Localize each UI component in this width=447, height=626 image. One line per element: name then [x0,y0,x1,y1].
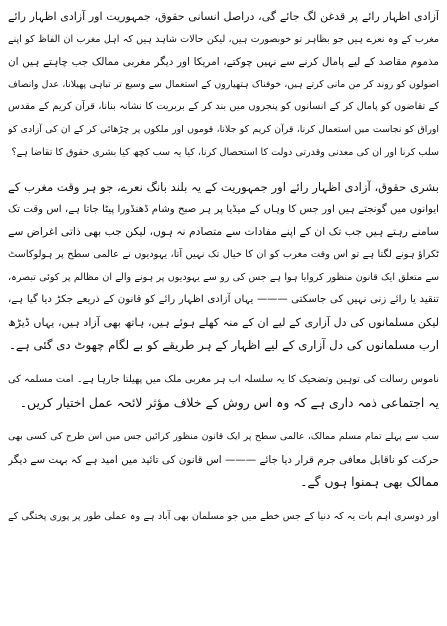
paragraph-1 [8,6,439,164]
text-line: آزادی اظہار رائے پر قدغن لگ جائے گی، دراصل انسانی حقوق، جمہوریت اور آزادی اظہار رائے [8,10,439,23]
text-line: مغرب کے وہ نعرے ہیں جو بظاہر تو خوبصورت ہیں، لیکن حالات شاہد ہیں کہ اہل مغرب ان الفاظ کو اپنے [8,33,439,45]
text-line: حرکت کو ناقابل معافی جرم قرار دیا جائے ——— اس قانون کی تائید میں امید ہے کہ بہت سے دیگر [8,453,439,466]
text-line: اوراق کو نجاست میں استعمال کرنا، قرآن کریم کو جلانا، قوموں اور ملکوں پر چڑھائی کر کے ان کی آزادی کو [8,123,439,135]
text-line: سب سے پہلے تمام مسلم ممالک، عالمی سطح پر ایک قانون منظور کرائیں جس میں اس طرح کی کسی بھی [8,431,439,443]
text-line: بشری حقوق، آزادی اظہار رائے اور جمہوریت کے یہ بلند بانگ نعرے، جو ہر وقت مغرب کے [8,180,439,195]
text-line: سامنے رہتے ہیں جب تک ان کے اپنے مفادات سے متصادم نہ ہوں، لیکن جب بھی ذاتی اغراض سے [8,225,439,239]
text-line: سلب کرنا اور ان کی معدنی وقدرتی دولت کا استحصال کرنا، کیا یہ سب کچھ کیا بشری حقوق کا تقاضا ہے؟ [11,146,439,158]
paragraph-4 [8,426,439,494]
text-line: تنقید یا رائے زنی نہیں کی جاسکتی ——— یہاں آزادی اظہار رائے کو قانون کے ذریعے جکڑ دیا گیا ہے، [8,294,439,306]
text-line: ناموس رسالت کی توہین وتضحیک کا یہ سلسلہ اب ہر مغربی ملک میں پھیلتا جارہا ہے۔ امت مسلمہ کی [8,373,439,385]
text-line: ٹکراؤ ہونے لگتا ہے تو اس وقت مغرب کو ان کا خیال تک نہیں آتا، یہودیوں نے عالمی سطح پر ہولوکاسٹ [8,248,439,260]
text-line: ارب مسلمانوں کی دل آزاری کے لیے اظہار کے ہر طریقے کو بے لگام چھوٹ دی گئی ہے۔ [8,338,439,353]
text-line: ممالک بھی ہمنوا ہوں گے۔ [300,474,439,490]
text-line: ایوانوں میں گونجتے ہیں اور جس کا وہاں کے میڈیا پر ہر صبح وشام ڈھنڈورا پیٹا جاتا ہے، اس وقت تک [8,203,439,215]
text-line: اور دوسری اہم بات یہ کہ دنیا کے جس خطے میں جو مسلمان بھی آباد ہے وہ عملی طور پر پوری پختگی کے [8,510,439,522]
text-line: اصولوں کو روند کر من مانی کرتے ہیں، خوفناک ہتھیاروں کے استعمال سے وسیع تر تباہی پھیلانا، عدل وانصاف [8,78,439,90]
text-line: لیکن مسلمانوں کی دل آزاری کے لیے ان کے منہ کھلے ہوئے ہیں، ہاتھ بھی آزاد ہیں، یہاں ڈیڑھ [8,315,439,329]
text-line: کے تقاضوں کو پامال کر کے انسانوں کو پنجروں میں بند کر کے بربریت کا نشانہ بنانا، قرآن کریم کے مقدس [8,101,439,113]
paragraph-5 [8,506,439,529]
paragraph-3 [8,369,439,414]
text-line: یہ اجتماعی ذمہ داری ہے کہ وہ اس روش کے خلاف مؤثر لائحہ عمل اختیار کریں۔ [19,394,439,410]
paragraph-2 [8,176,439,357]
text-line: سے متعلق ایک قانون منظور کروایا ہوا ہے جس کی رو سے یہودیوں پر ہونے والے ان مظالم پر کوئی تبصرہ، [8,271,439,283]
text-line: مذموم مقاصد کے لیے پامال کرنے سے نہیں چوکتے، امریکا اور دیگر مغربی ممالک جب چاہتے ہیں ان [8,56,439,69]
